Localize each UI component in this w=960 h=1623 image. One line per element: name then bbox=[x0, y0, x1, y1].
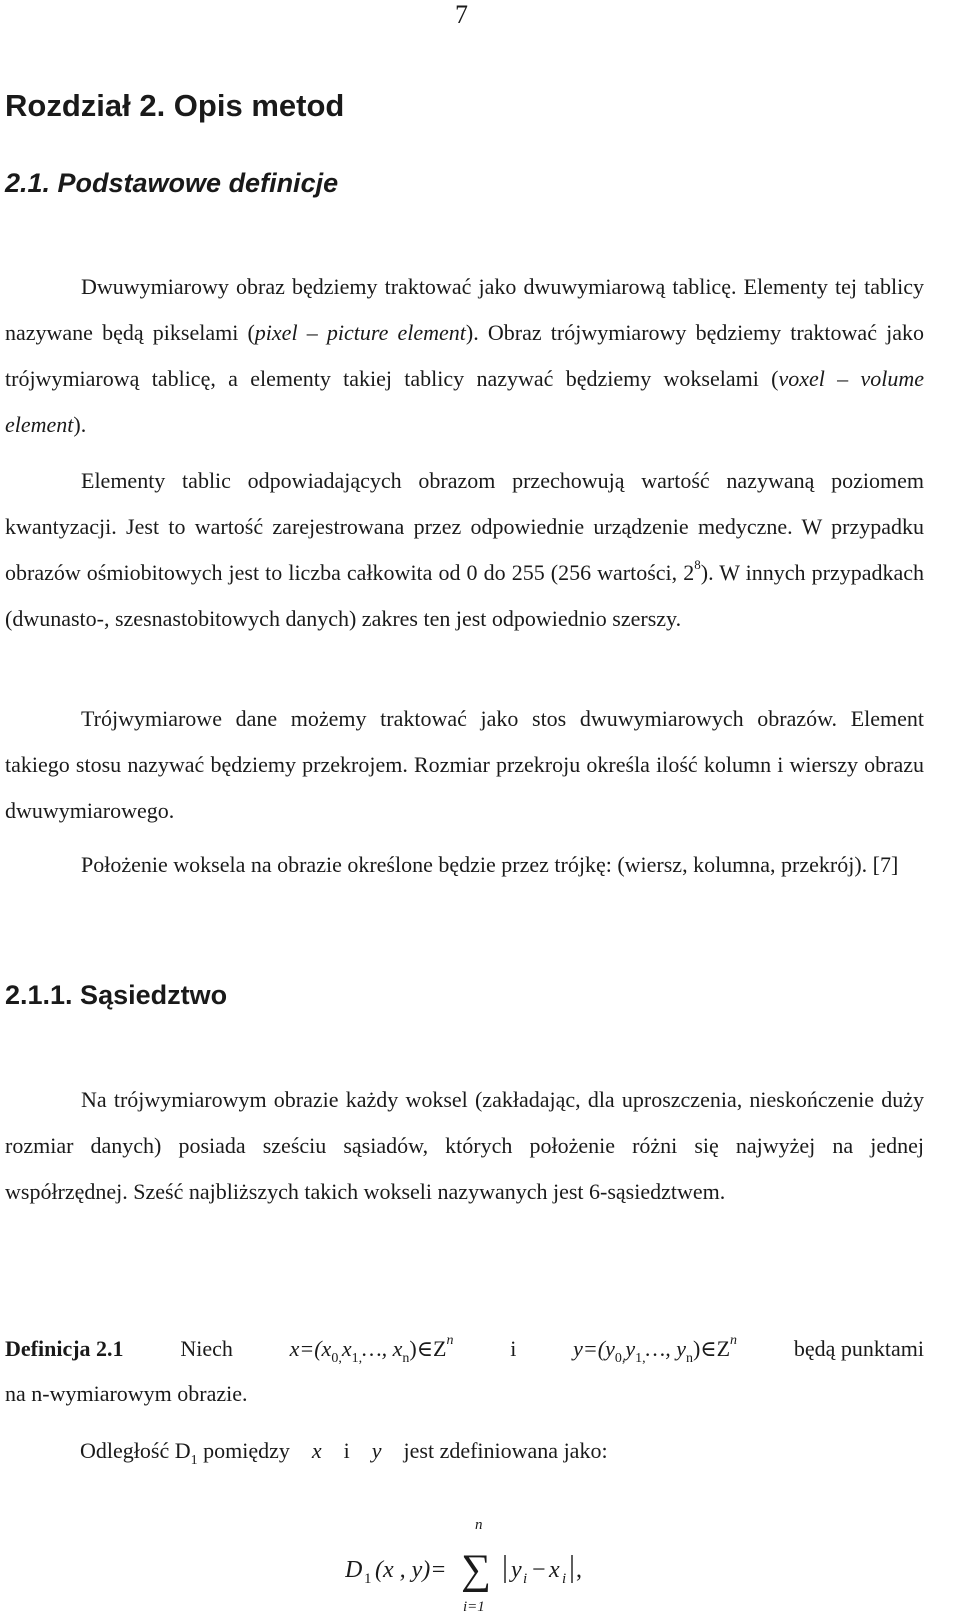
definition-tail: będą punktami bbox=[793, 1336, 924, 1361]
definition-niech: Niech bbox=[180, 1336, 233, 1361]
p1-emphasis-pixel: pixel – picture element bbox=[254, 320, 466, 345]
distance-text-b: pomiędzy bbox=[197, 1438, 290, 1463]
section-title: 2.1. Podstawowe definicje bbox=[5, 168, 339, 198]
paragraph-quantization bbox=[5, 458, 924, 642]
paragraph-slices: Trójwymiarowe dane możemy traktować jako stos dwuwymiarowych obrazów. Element takiego stosu nazywać będziemy przekrojem. Rozmiar przekroju określa ilość kolumn i wierszy obrazu dwuwymiarowego. bbox=[5, 706, 924, 823]
formula-x-subscript: i bbox=[562, 1571, 567, 1587]
paragraph-voxel-position: Położenie woksela na obrazie określone będzie przez trójkę: (wiersz, kolumna, przekrój). [7] bbox=[81, 852, 899, 877]
definition-x-point: $x=(x_{0,}x_{1,}\dots$, $x_n)\in Z^n$ bbox=[289, 1333, 454, 1366]
p1-text-a: Dwuwymiarowy obraz będziemy traktować jako dwuwymiarową tablicę. Elementy tej tablicy nazywane będą pikselami ( bbox=[5, 274, 924, 345]
definition-line bbox=[5, 1333, 924, 1367]
formula-y-subscript: i bbox=[523, 1571, 528, 1587]
p2-text-b: ). W innych przypadkach (dwunasto-, szesnastobitowych danych) zakres ten jest odpowiednio szerszy. bbox=[5, 560, 925, 631]
distance-definition-line bbox=[80, 1438, 608, 1469]
subsection-title: 2.1.1. Sąsiedztwo bbox=[5, 980, 228, 1010]
definition-label: Definicja 2.1 bbox=[5, 1336, 124, 1361]
formula-sum-lower: i=1 bbox=[463, 1599, 485, 1615]
formula-sigma: ∑ bbox=[461, 1547, 491, 1593]
distance-formula bbox=[345, 1515, 625, 1615]
formula-y: y bbox=[511, 1557, 522, 1583]
distance-var-y: y bbox=[371, 1438, 382, 1463]
p2-text-a: Elementy tablic odpowiadających obrazom przechowują wartość nazywaną poziomem kwantyzacji. Jest to wartość zarejestrowana przez odpowiednie urządzenie medyczne. W przypadku obrazów ośmiobitowych jest to liczba całkowita od 0 do 255 (256 wartości, 2 bbox=[5, 468, 924, 585]
p2-superscript: 8 bbox=[694, 557, 701, 572]
formula-arguments: (x , y)= bbox=[375, 1557, 447, 1583]
p1-text-b: ). Obraz trójwymiarowy będziemy traktować jako trójwymiarową tablicę, a elementy takiej tablicy nazywać będziemy wokselami ( bbox=[5, 320, 924, 391]
distance-var-x: x bbox=[311, 1438, 322, 1463]
page-number: 7 bbox=[455, 0, 468, 29]
distance-subscript: 1 bbox=[190, 1453, 198, 1468]
formula-D-subscript: 1 bbox=[364, 1571, 372, 1587]
distance-text-c: jest zdefiniowana jako: bbox=[403, 1438, 608, 1463]
formula-D: D bbox=[345, 1557, 363, 1583]
formula-minus: − bbox=[532, 1557, 546, 1583]
p1-emphasis-voxel: voxel – volume element bbox=[5, 366, 925, 437]
distance-conj: i bbox=[343, 1438, 350, 1463]
formula-x: x bbox=[549, 1557, 560, 1583]
definition-conjunction: i bbox=[510, 1336, 517, 1361]
definition-y-point: $y=(y_{0,}y_{1,}\dots$, $y_n)\in Z^n$ bbox=[573, 1333, 738, 1366]
formula-sum-upper: n bbox=[475, 1517, 483, 1533]
chapter-title: Rozdział 2. Opis metod bbox=[5, 88, 345, 123]
definition-line-2: na n-wymiarowym obrazie. bbox=[5, 1381, 248, 1406]
formula-comma: , bbox=[576, 1557, 582, 1583]
p1-text-c: ). bbox=[73, 412, 87, 437]
distance-text-a: Odległość D bbox=[80, 1438, 191, 1463]
paragraph-neighborhood: Na trójwymiarowym obrazie każdy woksel (zakładając, dla uproszczenia, nieskończenie duży rozmiar danych) posiada sześciu sąsiadów, których położenie różni się najwyżej na jednej współrzędnej. Sześć najbliższych takich wokseli nazywanych jest 6-sąsiedztwem. bbox=[5, 1087, 924, 1204]
paragraph-pixels-voxels bbox=[5, 264, 924, 448]
